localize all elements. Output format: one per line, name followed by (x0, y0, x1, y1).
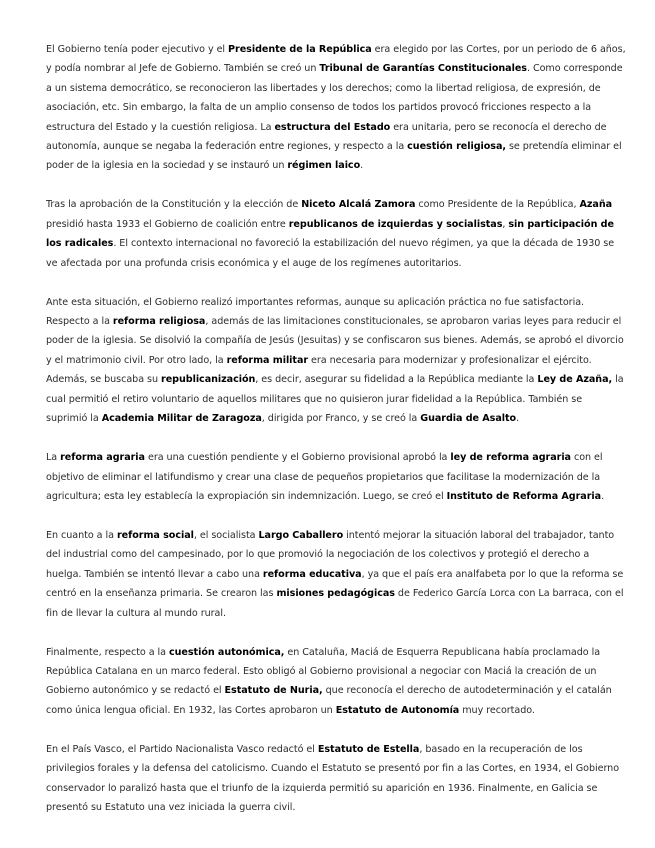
text-run: . (601, 490, 605, 502)
text-run: , ya que el país era analfabeta por lo que la reforma se centró en la enseñanza primaria. Se crearon las (46, 568, 624, 600)
text-run: . (360, 160, 364, 172)
text-run: , dirigida por Franco, y se creó la (261, 413, 421, 425)
text-run: En cuanto a la (46, 529, 117, 541)
bold-term: reforma educativa (262, 568, 362, 580)
bold-term: reforma militar (226, 354, 309, 366)
bold-term: Largo Caballero (258, 529, 344, 541)
paragraph-2 (46, 195, 626, 273)
bold-term: Instituto de Reforma Agraria (446, 490, 602, 502)
bold-term: misiones pedagógicas (276, 588, 395, 600)
text-run: de Federico García Lorca con La barraca, con el fin de llevar la cultura al mundo rural. (46, 588, 624, 619)
text-run: era elegido por las Cortes, por un periodo de 6 años, y podía nombrar al Jefe de Gobierno. También se creó un (46, 44, 626, 75)
bold-term: Tribunal de Garantías Constitucionales (319, 63, 527, 75)
text-run: . (516, 413, 520, 425)
bold-term: estructura del Estado (274, 121, 391, 133)
text-run: era unitaria, pero se reconocía el derecho de autonomía, aunque se negaba la federación entre regiones, y respecto a la (46, 121, 607, 153)
bold-term: reforma social (116, 529, 194, 541)
text-run: El Gobierno tenía poder ejecutivo y el (46, 44, 229, 55)
document-page (46, 40, 626, 837)
text-run: , es decir, asegurar su fidelidad a la República mediante la (255, 374, 538, 386)
bold-term: Ley de Azaña, (537, 374, 613, 386)
bold-term: republicanización (161, 374, 256, 386)
text-run: . Como corresponde a un sistema democrático, se reconocieron las libertades y los derechos; como la libertad religiosa, de expresión, de asociación, etc. Sin embargo, la falta de un amplio consenso de todos los partidos provocó fricciones respecto a la estructura del Estado y la cuestión religiosa. La (46, 63, 623, 133)
bold-term: Guardia de Asalto (420, 413, 517, 425)
text-run: en Cataluña, Maciá de Esquerra Republicana había proclamado la República Catalana en un marco federal. Esto obligó al Gobierno provisional a negociar con Maciá la creación de un Gobierno autonómico y se redactó el (46, 646, 601, 697)
text-run: Ante esta situación, el Gobierno realizó importantes reformas, aunque su aplicación práctica no fue satisfactoria. Respecto a la (46, 296, 585, 328)
text-run: , basado en la recuperación de los privilegios forales y la defensa del catolicismo. Cuando el Estatuto se presentó por fin a las Cortes, en 1934, el Gobierno conservador lo paralizó hasta que el triunfo de la izquierda permitió su aparición en 1936. Finalmente, en Galicia se presentó su Estatuto una vez iniciada la guerra civil. (46, 743, 620, 813)
bold-term: régimen laico (287, 160, 361, 172)
text-run: . El contexto internacional no favoreció la estabilización del nuevo régimen, ya que la década de 1930 se ve afectada por una profunda crisis económica y el auge de los regímenes autoritarios. (46, 238, 615, 269)
text-run: , (502, 218, 509, 230)
bold-term: reforma agraria (60, 452, 145, 464)
paragraph-7 (46, 740, 626, 818)
text-run: era una cuestión pendiente y el Gobierno provisional aprobó la (144, 452, 451, 464)
text-run: En el País Vasco, el Partido Nacionalista Vasco redactó el (46, 743, 318, 755)
text-run: como Presidente de la República, (415, 199, 580, 211)
text-run: Tras la aprobación de la Constitución y la elección de (46, 199, 302, 211)
bold-term: Estatuto de Estella (317, 743, 420, 755)
text-run: presidió hasta 1933 el Gobierno de coalición entre (46, 218, 289, 230)
text-run: se pretendía eliminar el poder de la iglesia en la sociedad y se instauró un (46, 141, 622, 172)
text-run: era necesaria para modernizar y profesionalizar el ejército. Además, se buscaba su (46, 354, 592, 386)
bold-term: cuestión religiosa, (407, 141, 506, 153)
bold-term: Estatuto de Nuria, (224, 685, 323, 697)
bold-term: Azaña (579, 199, 613, 211)
text-run: la cual permitió el retiro voluntario de aquellos militares que no quisieron jurar fidelidad a la República. También se suprimió la (46, 374, 624, 425)
bold-term: Niceto Alcalá Zamora (301, 199, 416, 211)
bold-term: Presidente de la República (228, 44, 372, 55)
text-run: intentó mejorar la situación laboral del trabajador, tanto del industrial como del campesinado, por lo que promovió la negociación de los colectivos y protegió el derecho a huelga. También se intentó llevar a cabo una (46, 529, 615, 580)
paragraph-4 (46, 448, 626, 506)
text-run: , el socialista (193, 529, 259, 541)
bold-term: Academia Militar de Zaragoza (101, 413, 262, 425)
text-run: Finalmente, respecto a la (46, 646, 170, 658)
text-run: muy recortado. (459, 704, 535, 716)
text-run: con el objetivo de eliminar el latifundismo y crear una clase de pequeños propietarios que facilitase la modernización de la agricultura; esta ley establecía la expropiación sin indemnización. Luego, se creó el (46, 452, 603, 502)
bold-term: ley de reforma agraria (450, 452, 571, 464)
paragraph-5 (46, 526, 626, 623)
paragraph-3 (46, 293, 626, 429)
text-run: que reconocía el derecho de autodeterminación y el catalán como única lengua oficial. En 1932, las Cortes aprobaron un (46, 685, 612, 716)
bold-term: reforma religiosa (112, 316, 206, 328)
bold-term: cuestión autonómica, (169, 646, 285, 658)
bold-term: Estatuto de Autonomía (335, 704, 460, 716)
bold-term: sin participación de los radicales (46, 218, 614, 250)
paragraph-6 (46, 643, 626, 721)
bold-term: republicanos de izquierdas y socialistas (288, 218, 503, 230)
paragraph-1 (46, 40, 626, 176)
text-run: , además de las limitaciones constitucionales, se aprobaron varias leyes para reducir el poder de la iglesia. Se disolvió la compañía de Jesús (Jesuitas) y se confiscaron sus bienes. Además, se aprobó el divorcio y el matrimonio civil. Por otro lado, la (46, 316, 624, 366)
text-run: La (46, 452, 61, 464)
